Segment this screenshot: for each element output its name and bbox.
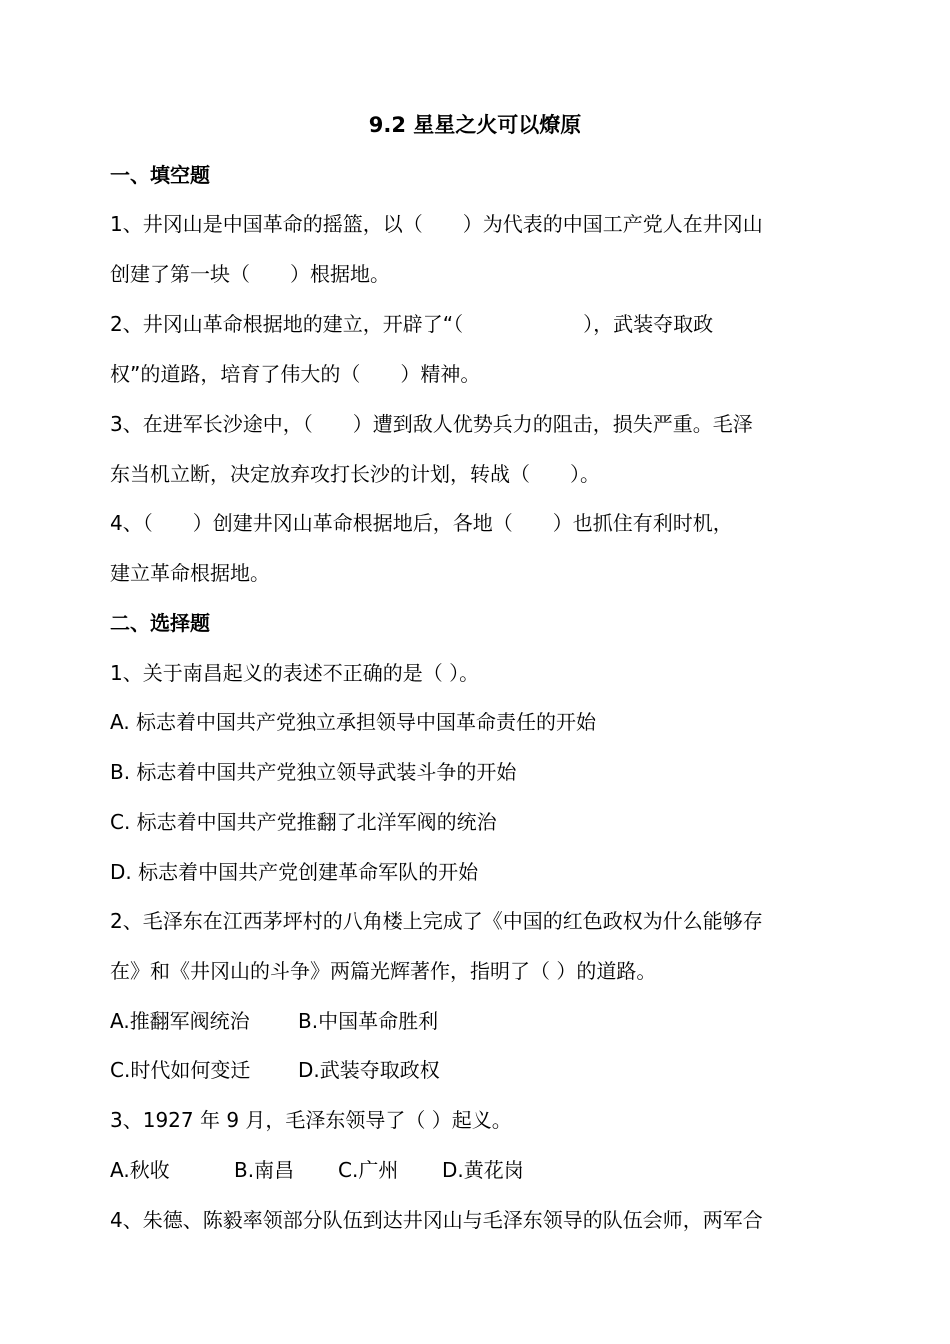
choice-q1-option-c: C. 标志着中国共产党推翻了北洋军阀的统治 (110, 810, 497, 834)
choice-q3-options-row (110, 1155, 840, 1185)
choice-q1-option-b: B. 标志着中国共产党独立领导武装斗争的开始 (110, 760, 517, 784)
choice-q1-option-a: A. 标志着中国共产党独立承担领导中国革命责任的开始 (110, 710, 597, 734)
page-title: 9.2 星星之火可以燎原 (368, 113, 582, 137)
choice-q2-option-c: C.时代如何变迁 (110, 1058, 251, 1082)
fill-blank-q2-line2: 权”的道路，培育了伟大的（ ）精神。 (110, 362, 481, 386)
fill-blank-q3-line1: 3、在进军长沙途中，（ ）遭到敌人优势兵力的阻击，损失严重。毛泽 (110, 412, 753, 436)
fill-blank-q2-line1: 2、井冈山革命根据地的建立，开辟了“（ ），武装夺取政 (110, 312, 714, 336)
choice-q2-stem-line1: 2、毛泽东在江西茅坪村的八角楼上完成了《中国的红色政权为什么能够存 (110, 909, 763, 933)
choice-q3-stem: 3、1927 年 9 月，毛泽东领导了（ ）起义。 (110, 1108, 512, 1132)
fill-blank-q1-line1: 1、井冈山是中国革命的摇篮，以（ ）为代表的中国工产党人在井冈山 (110, 212, 763, 236)
section-heading-fill-blank: 一、填空题 (110, 163, 210, 187)
choice-q3-option-a: A.秋收 (110, 1158, 170, 1182)
choice-q3-option-b: B.南昌 (234, 1158, 295, 1182)
choice-q3-option-d: D.黄花岗 (442, 1158, 524, 1182)
fill-blank-q4-line2: 建立革命根据地。 (110, 561, 270, 585)
choice-q2-options-row1 (110, 1006, 840, 1036)
fill-blank-q3-line2: 东当机立断，决定放弃攻打长沙的计划，转战（ ）。 (110, 462, 600, 486)
choice-q1-option-d: D. 标志着中国共产党创建革命军队的开始 (110, 860, 479, 884)
choice-q2-option-a: A.推翻军阀统治 (110, 1009, 250, 1033)
fill-blank-q4-line1: 4、（ ）创建井冈山革命根据地后，各地（ ）也抓住有利时机， (110, 511, 733, 535)
choice-q2-stem-line2: 在》和《井冈山的斗争》两篇光辉著作，指明了（ ）的道路。 (110, 959, 657, 983)
fill-blank-q1-line2: 创建了第一块（ ）根据地。 (110, 262, 390, 286)
choice-q2-option-d: D.武装夺取政权 (298, 1058, 440, 1082)
choice-q2-option-b: B.中国革命胜利 (298, 1009, 439, 1033)
choice-q3-option-c: C.广州 (338, 1158, 399, 1182)
section-heading-multiple-choice: 二、选择题 (110, 611, 210, 635)
choice-q4-stem-line1: 4、朱德、陈毅率领部分队伍到达井冈山与毛泽东领导的队伍会师，两军合 (110, 1208, 763, 1232)
choice-q2-options-row2 (110, 1055, 840, 1085)
choice-q1-stem: 1、关于南昌起义的表述不正确的是（ ）。 (110, 661, 480, 685)
